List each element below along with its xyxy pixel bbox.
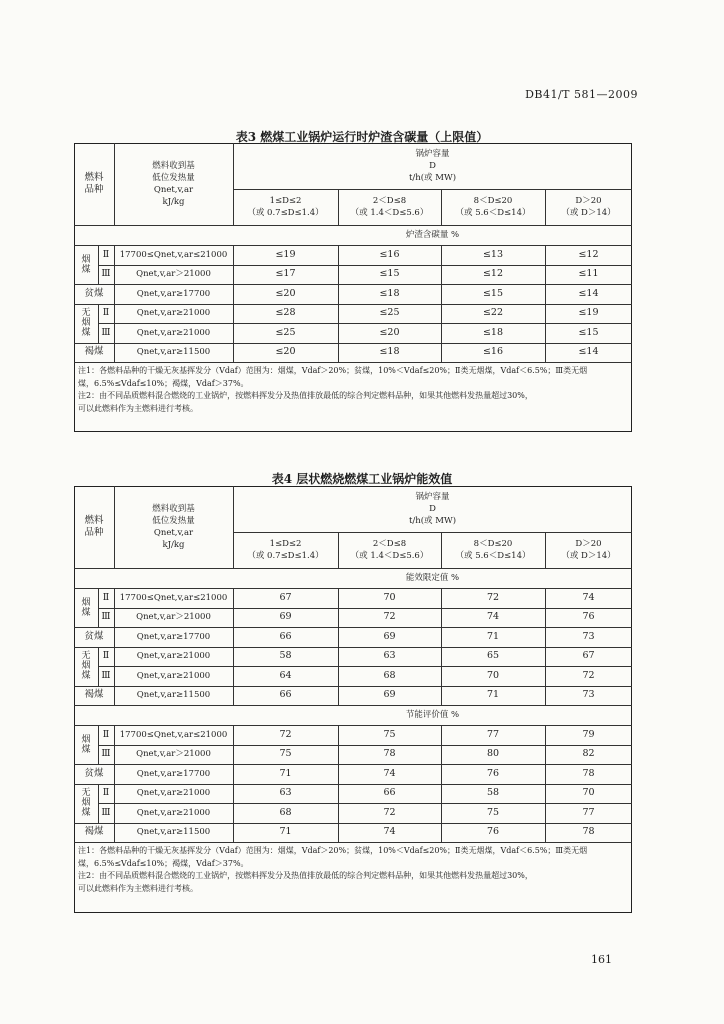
value-cell: ≤15 bbox=[482, 287, 504, 299]
value-cell: 77 bbox=[486, 728, 500, 740]
class-label: Ⅲ bbox=[101, 611, 111, 623]
value-cell: ≤14 bbox=[578, 287, 599, 299]
standard-code: DB41/T 581—2009 bbox=[525, 88, 638, 101]
grid-vline bbox=[233, 486, 234, 568]
value-cell: 73 bbox=[582, 630, 595, 642]
value-cell: ≤13 bbox=[482, 248, 504, 260]
heat-range: Qnet,v,ar≥17700 bbox=[136, 288, 211, 299]
value-cell: 80 bbox=[486, 748, 500, 760]
grid-vline bbox=[98, 725, 99, 764]
value-cell: 72 bbox=[582, 669, 595, 681]
value-cell: 75 bbox=[486, 806, 500, 818]
grid-vline bbox=[545, 532, 546, 568]
value-cell: ≤16 bbox=[379, 248, 400, 260]
value-cell: 68 bbox=[383, 669, 396, 681]
value-cell: 75 bbox=[279, 748, 292, 760]
section-label: 能效限定值 % bbox=[405, 573, 460, 583]
value-cell: 66 bbox=[279, 630, 292, 642]
class-label: Ⅱ bbox=[102, 591, 110, 603]
capacity-range: D＞20 （或 D＞14） bbox=[561, 539, 616, 561]
table-note: 注1：各燃料品种的干燥无灰基挥发分（Vdaf）范围为：烟煤，Vdaf＞20%；贫煤，10%＜Vdaf≤20%；Ⅱ类无烟煤，Vdaf＜6.5%；Ⅲ类无烟 bbox=[78, 846, 588, 855]
value-cell: 64 bbox=[279, 669, 292, 681]
value-cell: 70 bbox=[383, 591, 396, 603]
value-cell: 69 bbox=[279, 611, 292, 623]
fuel-group-label: 烟煤 bbox=[81, 734, 91, 755]
fuel-group-label: 褐煤 bbox=[84, 689, 104, 701]
heat-range: Qnet,v,ar＞21000 bbox=[136, 269, 211, 280]
col-heat-header: 燃料收到基 低位发热量 Qnet,v,ar kJ/kg bbox=[152, 504, 195, 550]
value-cell: 77 bbox=[582, 806, 595, 818]
section-label: 节能评价值 % bbox=[405, 710, 460, 720]
value-cell: 73 bbox=[582, 689, 595, 701]
grid-vline bbox=[441, 532, 442, 568]
value-cell: ≤25 bbox=[275, 326, 296, 338]
value-cell: 76 bbox=[486, 767, 500, 779]
value-cell: 69 bbox=[383, 630, 396, 642]
heat-range: Qnet,v,ar≥11500 bbox=[136, 690, 211, 701]
value-cell: ≤18 bbox=[379, 287, 400, 299]
heat-range: 17700≤Qnet,v,ar≤21000 bbox=[119, 729, 228, 740]
grid-vline bbox=[114, 588, 115, 705]
value-cell: 72 bbox=[383, 806, 396, 818]
fuel-group-label: 烟煤 bbox=[81, 597, 91, 618]
value-cell: 70 bbox=[486, 669, 500, 681]
grid-vline bbox=[98, 784, 99, 823]
col-fuel-header: 燃料 品种 bbox=[84, 515, 104, 538]
capacity-range: 1≤D≤2 （或 0.7≤D≤1.4） bbox=[247, 196, 324, 218]
value-cell: 82 bbox=[582, 748, 595, 760]
value-cell: ≤17 bbox=[275, 268, 296, 280]
value-cell: 71 bbox=[486, 689, 500, 701]
class-label: Ⅲ bbox=[101, 669, 111, 681]
value-cell: 70 bbox=[582, 787, 595, 799]
value-cell: 76 bbox=[486, 826, 500, 838]
table-note: 注2：由不同品质燃料混合燃烧的工业锅炉，按燃料挥发分及热值排放最低的综合判定燃料品种，如果其他燃料发热量超过30%， bbox=[78, 391, 533, 400]
grid-vline bbox=[98, 245, 99, 284]
heat-range: Qnet,v,ar≥11500 bbox=[136, 347, 211, 358]
heat-range: Qnet,v,ar≥17700 bbox=[136, 631, 211, 642]
col-fuel-header: 燃料 品种 bbox=[84, 172, 104, 195]
grid-vline bbox=[545, 725, 546, 842]
grid-vline bbox=[114, 245, 115, 362]
value-cell: 75 bbox=[383, 728, 396, 740]
value-cell: 76 bbox=[582, 611, 595, 623]
table-note: 注1：各燃料品种的干燥无灰基挥发分（Vdaf）范围为：烟煤，Vdaf＞20%；贫煤，10%＜Vdaf≤20%；Ⅱ类无烟煤，Vdaf＜6.5%；Ⅲ类无烟 bbox=[78, 366, 588, 375]
value-cell: 67 bbox=[582, 650, 595, 662]
value-cell: 66 bbox=[279, 689, 292, 701]
value-cell: 71 bbox=[279, 767, 292, 779]
fuel-group-label: 无烟煤 bbox=[81, 788, 91, 818]
value-cell: 67 bbox=[279, 591, 292, 603]
heat-range: 17700≤Qnet,v,ar≤21000 bbox=[119, 592, 228, 603]
heat-range: Qnet,v,ar≥21000 bbox=[136, 308, 211, 319]
value-cell: ≤12 bbox=[578, 248, 599, 260]
value-cell: 72 bbox=[383, 611, 396, 623]
class-label: Ⅲ bbox=[101, 326, 111, 338]
grid-vline bbox=[114, 486, 115, 568]
grid-vline bbox=[233, 143, 234, 225]
value-cell: 74 bbox=[383, 767, 396, 779]
class-label: Ⅱ bbox=[102, 787, 110, 799]
section-label: 炉渣含碳量 % bbox=[405, 230, 460, 240]
value-cell: ≤15 bbox=[578, 326, 599, 338]
class-label: Ⅱ bbox=[102, 248, 110, 260]
value-cell: 69 bbox=[383, 689, 396, 701]
value-cell: 63 bbox=[279, 787, 292, 799]
table4-title: 表4 层状燃烧燃煤工业锅炉能效值 bbox=[271, 472, 453, 486]
value-cell: 74 bbox=[582, 591, 595, 603]
grid-vline bbox=[98, 647, 99, 686]
class-label: Ⅲ bbox=[101, 268, 111, 280]
class-label: Ⅲ bbox=[101, 806, 111, 818]
grid-vline bbox=[338, 189, 339, 225]
capacity-range: 1≤D≤2 （或 0.7≤D≤1.4） bbox=[247, 539, 324, 561]
heat-range: Qnet,v,ar≥11500 bbox=[136, 827, 211, 838]
value-cell: ≤12 bbox=[482, 268, 504, 280]
value-cell: 72 bbox=[279, 728, 292, 740]
table-note: 煤，6.5%≤Vdaf≤10%；褐煤，Vdaf＞37%。 bbox=[78, 858, 249, 868]
value-cell: ≤14 bbox=[578, 346, 599, 358]
heat-range: Qnet,v,ar＞21000 bbox=[136, 612, 211, 623]
value-cell: 58 bbox=[279, 650, 292, 662]
value-cell: ≤19 bbox=[578, 307, 599, 319]
grid-vline bbox=[98, 588, 99, 627]
value-cell: 74 bbox=[383, 826, 396, 838]
value-cell: ≤20 bbox=[275, 287, 296, 299]
value-cell: 72 bbox=[486, 591, 500, 603]
heat-range: Qnet,v,ar≥21000 bbox=[136, 651, 211, 662]
value-cell: 66 bbox=[383, 787, 396, 799]
grid-vline bbox=[545, 189, 546, 225]
heat-range: Qnet,v,ar≥21000 bbox=[136, 670, 211, 681]
value-cell: 58 bbox=[486, 787, 500, 799]
value-cell: 68 bbox=[279, 806, 292, 818]
value-cell: 65 bbox=[486, 650, 500, 662]
grid-hline bbox=[74, 842, 632, 843]
value-cell: ≤25 bbox=[379, 307, 400, 319]
grid-vline bbox=[114, 143, 115, 225]
col-heat-header: 燃料收到基 低位发热量 Qnet,v,ar kJ/kg bbox=[152, 161, 195, 207]
heat-range: Qnet,v,ar≥21000 bbox=[136, 788, 211, 799]
fuel-group-label: 无烟煤 bbox=[81, 308, 91, 338]
value-cell: ≤20 bbox=[275, 346, 296, 358]
value-cell: 74 bbox=[486, 611, 500, 623]
value-cell: ≤11 bbox=[578, 268, 599, 280]
class-label: Ⅱ bbox=[102, 728, 110, 740]
grid-vline bbox=[233, 725, 234, 842]
grid-vline bbox=[338, 588, 339, 705]
grid-vline bbox=[338, 245, 339, 362]
table3-title: 表3 燃煤工业锅炉运行时炉渣含碳量（上限值） bbox=[235, 130, 489, 144]
value-cell: ≤22 bbox=[482, 307, 504, 319]
table-note: 煤，6.5%≤Vdaf≤10%；褐煤，Vdaf＞37%。 bbox=[78, 378, 249, 388]
heat-range: Qnet,v,ar≥17700 bbox=[136, 768, 211, 779]
capacity-range: 2＜D≤8 （或 1.4＜D≤5.6） bbox=[350, 196, 429, 218]
value-cell: ≤20 bbox=[379, 326, 400, 338]
fuel-group-label: 贫煤 bbox=[84, 287, 104, 299]
heat-range: Qnet,v,ar＞21000 bbox=[136, 749, 211, 760]
class-label: Ⅱ bbox=[102, 307, 110, 319]
col-capacity-header: 锅炉容量 D t/h(或 MW) bbox=[408, 492, 457, 526]
class-label: Ⅱ bbox=[102, 650, 110, 662]
value-cell: 78 bbox=[383, 748, 396, 760]
value-cell: 63 bbox=[383, 650, 396, 662]
value-cell: ≤18 bbox=[379, 346, 400, 358]
capacity-range: D＞20 （或 D＞14） bbox=[561, 196, 616, 218]
heat-range: 17700≤Qnet,v,ar≤21000 bbox=[119, 249, 228, 260]
grid-vline bbox=[338, 725, 339, 842]
value-cell: 71 bbox=[279, 826, 292, 838]
heat-range: Qnet,v,ar≥21000 bbox=[136, 327, 211, 338]
fuel-group-label: 褐煤 bbox=[84, 826, 104, 838]
fuel-group-label: 贫煤 bbox=[84, 767, 104, 779]
fuel-group-label: 贫煤 bbox=[84, 630, 104, 642]
table-note: 可以此燃料作为主燃料进行考核。 bbox=[78, 403, 198, 413]
grid-vline bbox=[441, 245, 442, 362]
grid-vline bbox=[441, 588, 442, 705]
grid-vline bbox=[233, 245, 234, 362]
col-capacity-header: 锅炉容量 D t/h(或 MW) bbox=[408, 149, 457, 183]
value-cell: 78 bbox=[582, 767, 595, 779]
capacity-range: 8＜D≤20 （或 5.6＜D≤14） bbox=[455, 196, 531, 218]
grid-vline bbox=[233, 588, 234, 705]
capacity-range: 2＜D≤8 （或 1.4＜D≤5.6） bbox=[350, 539, 429, 561]
grid-vline bbox=[441, 189, 442, 225]
grid-vline bbox=[441, 725, 442, 842]
class-label: Ⅲ bbox=[101, 748, 111, 760]
fuel-group-label: 烟煤 bbox=[81, 254, 91, 275]
grid-vline bbox=[545, 245, 546, 362]
value-cell: ≤18 bbox=[482, 326, 504, 338]
grid-vline bbox=[545, 588, 546, 705]
table-note: 注2：由不同品质燃料混合燃烧的工业锅炉，按燃料挥发分及热值排放最低的综合判定燃料品种，如果其他燃料发热量超过30%， bbox=[78, 871, 533, 880]
fuel-group-label: 褐煤 bbox=[84, 346, 104, 358]
capacity-range: 8＜D≤20 （或 5.6＜D≤14） bbox=[455, 539, 531, 561]
table-note: 可以此燃料作为主燃料进行考核。 bbox=[78, 883, 198, 893]
value-cell: ≤15 bbox=[379, 268, 400, 280]
value-cell: ≤28 bbox=[275, 307, 296, 319]
page-number: 161 bbox=[591, 953, 612, 966]
value-cell: 79 bbox=[582, 728, 595, 740]
grid-vline bbox=[98, 304, 99, 343]
grid-vline bbox=[114, 725, 115, 842]
value-cell: 78 bbox=[582, 826, 595, 838]
heat-range: Qnet,v,ar≥21000 bbox=[136, 807, 211, 818]
value-cell: ≤19 bbox=[275, 248, 296, 260]
value-cell: 71 bbox=[486, 630, 500, 642]
value-cell: ≤16 bbox=[482, 346, 504, 358]
fuel-group-label: 无烟煤 bbox=[81, 651, 91, 681]
grid-vline bbox=[338, 532, 339, 568]
grid-hline bbox=[74, 362, 632, 363]
